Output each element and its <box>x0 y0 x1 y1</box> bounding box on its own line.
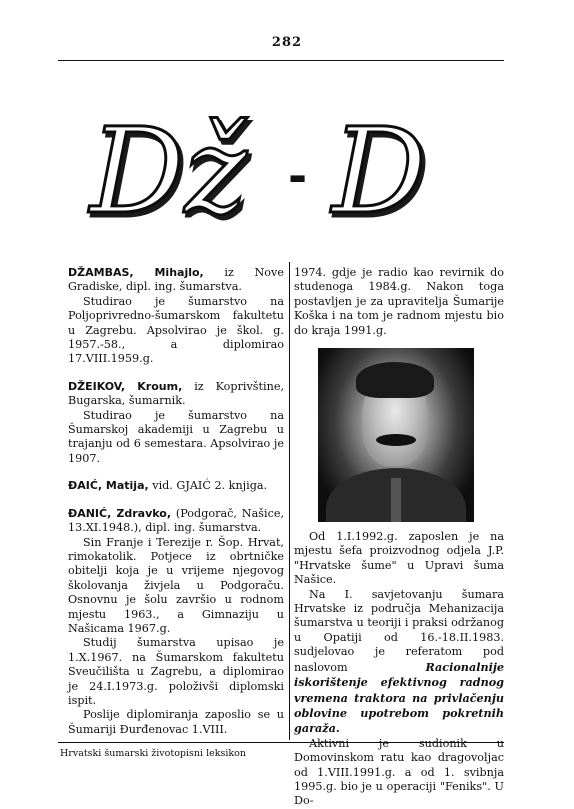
entry-paragraph: Studirao je šumarstvo na Šumarskoj akademiji u Zagrebu u trajanju od 6 semestara. Apsolvirao je 1907. <box>68 408 284 465</box>
top-rule <box>58 60 504 61</box>
entry-paragraph: Studirao je šumarstvo na Poljoprivredno-šumarskom fakultetu u Zagrebu. Apsolvirao je škol. g. 1957.-58., a diplomirao 17.VIII.1959.g. <box>68 294 284 366</box>
portrait-photo <box>318 348 474 522</box>
paper-intro: Na I. savjetovanju šumara Hrvatske iz područja Mehanizacija šumarstva u teoriji i praksi održanog u Opatiji od 16.-18.II.1983. sudjelovao je referatom pod naslovom <box>294 587 504 674</box>
entry-name: ĐAIĆ, Matija, <box>68 479 149 493</box>
entry-paragraph: Sin Franje i Terezije r. Šop. Hrvat, rimokatolik. Potjece iz obrtničke obitelji koja je u vrijeme njegovog školovanja živjela u Podgoraču. Osnovnu je šolu završio u rodnom mjestu 1963., a Gimnaziju u Našicama 1967.g. <box>68 535 284 635</box>
after-photo-text <box>294 530 504 809</box>
page-number: 282 <box>271 35 303 50</box>
footer: Hrvatski šumarski životopisni leksikon <box>60 748 247 759</box>
entry-paragraph: Poslije diplomiranja zaposlio se u Šumariji Đurđenovac 1.VIII. <box>68 708 284 736</box>
entry-paragraph: Aktivni je sudionik u Domovinskom ratu kao dragovoljac od 1.VIII.1991.g. a od 1. svibnja 1995.g. bio je u operaciji "Feniks". U Do- <box>294 736 504 808</box>
entry-name: DŽAMBAS, Mihajlo, <box>68 266 204 279</box>
left-column <box>68 266 284 750</box>
continuation-paragraph: 1974. gdje je radio kao revirnik do studenoga 1984.g. Nakon toga postavljen je za upravitelja Šumarije Koška i na tom je radnom mjestu bio do kraja 1991.g. <box>294 266 504 337</box>
entry-dzeikov <box>68 380 284 466</box>
entry-header <box>68 479 284 493</box>
entry-header <box>68 266 284 295</box>
bottom-rule <box>58 742 504 743</box>
entry-intro: vid. GJAIĆ 2. knjiga. <box>148 479 268 493</box>
entry-header <box>68 507 284 536</box>
entry-danic <box>68 507 284 738</box>
column-divider <box>289 262 290 740</box>
entry-name: DŽEIKOV, Kroum, <box>68 379 183 393</box>
entry-intro: iz Koprivštine, Bugarska, šumarnik. <box>68 379 284 408</box>
photo-hair <box>356 362 434 398</box>
right-column <box>294 266 504 809</box>
entry-intro: iz Nove Gradiske, dipl. ing. šumarstva. <box>68 266 284 294</box>
entry-daic <box>68 479 284 493</box>
entry-paragraph: Od 1.I.1992.g. zaposlen je na mjestu šefa proizvodnog odjela J.P. "Hrvatske šume" u Upravi šuma Našice. <box>294 530 504 587</box>
heading-separator: - <box>288 149 308 203</box>
photo-tie <box>391 478 401 522</box>
section-heading <box>70 100 500 240</box>
heading-right: D <box>332 102 427 240</box>
photo-mustache <box>376 434 416 446</box>
entry-dzambas <box>68 266 284 367</box>
entry-header <box>68 380 284 409</box>
paper-title: Racionalnije iskorištenje efektivnog radnog vremena traktora na privlačenju oblovine upotrebom pokretnih garaža. <box>294 659 504 736</box>
entry-paragraph <box>294 588 504 737</box>
heading-left: Dž <box>90 102 247 240</box>
entry-name: ĐANIĆ, Zdravko, <box>68 506 172 520</box>
entry-intro: (Podgorač, Našice, 13.XI.1948.), dipl. ing. šumarstva. <box>68 506 285 535</box>
entry-paragraph: Studij šumarstva upisao je 1.X.1967. na Šumarskom fakultetu Sveučilišta u Zagrebu, a diplomirao je 24.I.1973.g. položivši diplomski ispit. <box>68 636 284 707</box>
section-heading-svg <box>70 100 500 240</box>
